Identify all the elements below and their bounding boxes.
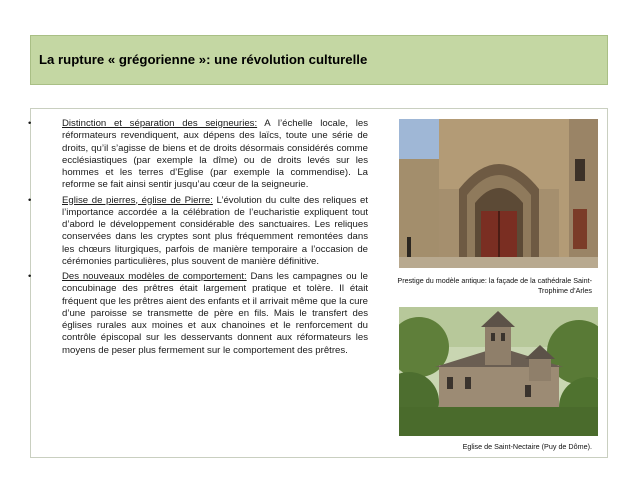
saint-nectaire-church-photo [399,307,598,436]
cathedral-facade-photo [399,119,598,268]
list-item [28,195,368,269]
saint-nectaire-caption: Eglise de Saint-Nectaire (Puy de Dôme). [462,442,592,451]
bullet-heading: Eglise de pierres, église de Pierre: [62,194,213,206]
title-bar [30,35,608,85]
list-item [28,118,368,192]
bullet-text: A l’échelle locale, les réformateurs revendiquent, aux dépens des laïcs, toute une série de droits, qu’il s’agisse de biens et de droits désormais considérés comme ecclésiastiques (par exemple la dîme) ou de droits levés sur les hommes et les terres d’Eglise (par exemple la commendise). La reforme se fait ainsi sentir jusqu’au cœur de la seigneurie. [62,118,368,191]
slide-title: La rupture « grégorienne »: une révolution culturelle [39,52,368,67]
bullet-marker: • [28,118,32,129]
bullet-text: Dans les campagnes ou le concubinage des prêtres était largement pratique et tolère. Il était fréquent que les prêtres aient des enfants et il arrivait même que la cure d’une paroisse se transmette de père en fils. Mais le transfert des églises rurales aux moines et aux chanoines et le renforcement du contrôle épiscopal sur les desservants donnent aux réformateurs les moyens de peser plus fermement sur le comportement des prêtres. [62,271,368,356]
bullet-heading: Distinction et séparation des seigneuries: [62,118,258,129]
list-item [28,271,368,357]
bullet-heading: Des nouveaux modèles de comportement: [62,271,247,282]
bullet-list [28,118,368,360]
bullet-marker: • [28,194,32,206]
cathedral-caption: Prestige du modèle antique: la façade de la cathédrale Saint-Trophime d’Arles [397,276,592,295]
bullet-marker: • [28,271,32,282]
bullet-text: L’évolution du culte des reliques et l’importance accordée a la célébration de l’eucharistie expliquent tout d’abord le développement considérable des sanctuaires. Les reliques conservées dans les cryptes sont plus fréquemment remontées dans les chœurs liturgiques, parfois de manière temporaire a l’occasion de cérémonies particulières, plus souvent de manière définitive. [62,194,368,267]
